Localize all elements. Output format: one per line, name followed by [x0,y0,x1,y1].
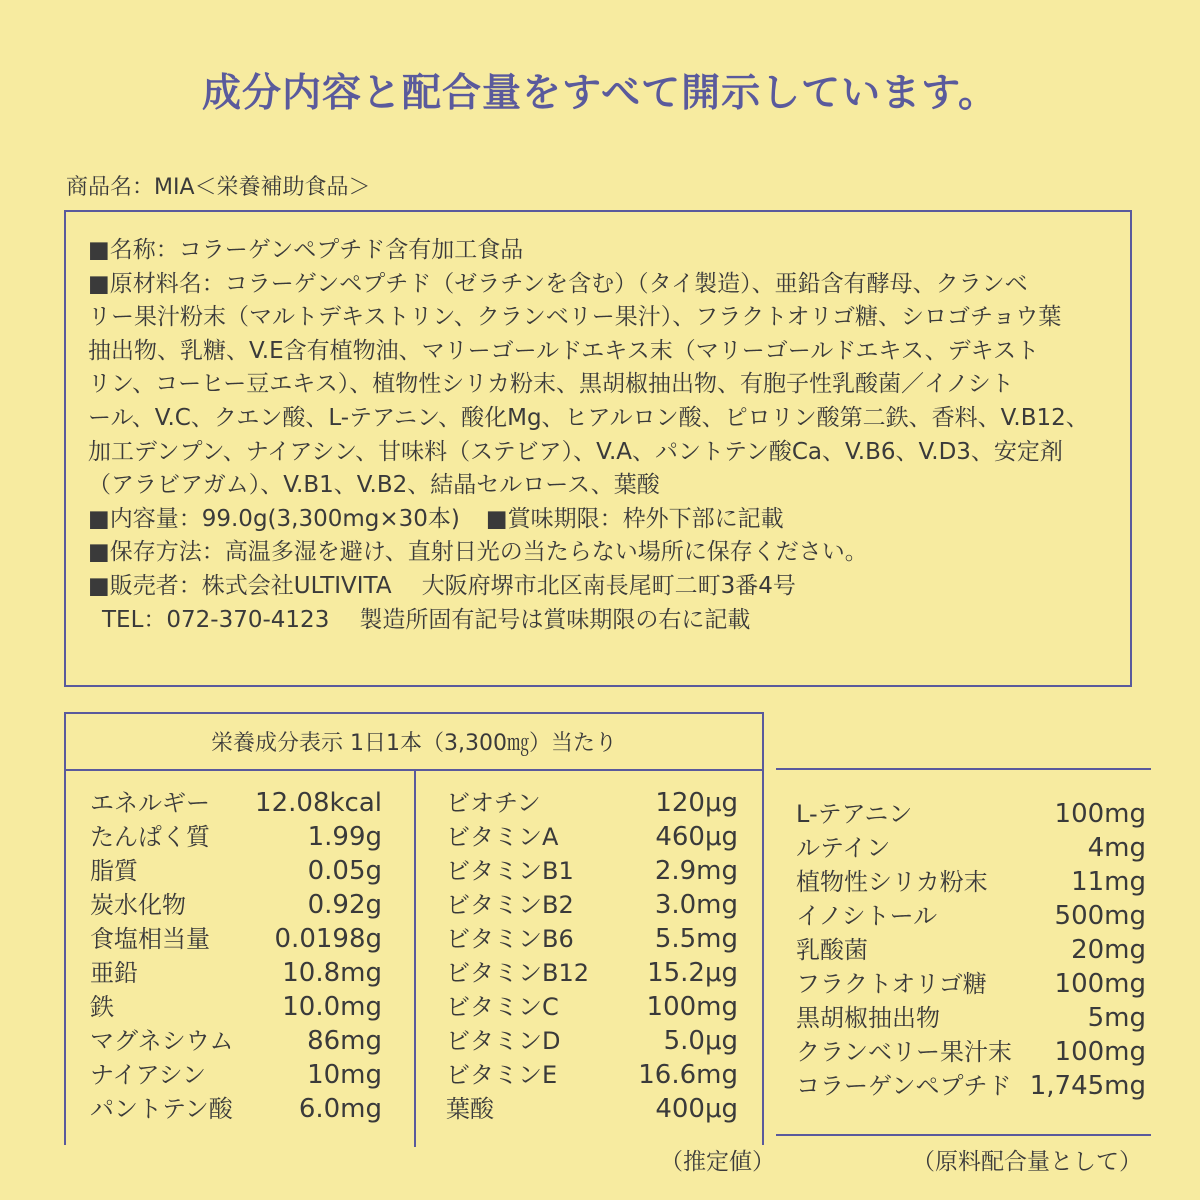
nutrient-value: 400μg [655,1094,738,1124]
nutrient-name: 食塩相当量 [90,925,210,953]
ingredient-amount: 4mg [1087,833,1146,863]
nutrient-name: ビタミンB2 [446,891,574,919]
estimate-note: （推定値） [660,1149,775,1175]
formulation-bottom-rule [776,1134,1151,1136]
content-amount: ■内容量：99.0g(3,300mg×30本) [88,505,460,532]
nutrient-name: 鉄 [90,993,114,1021]
spec-storage-line: ■保存方法：高温多湿を避け、直射日光の当たらない場所に保存ください。 [88,539,868,566]
formulation-row [796,967,1146,1001]
page-headline: 成分内容と配合量をすべて開示しています。 [201,71,999,116]
formulation-row [796,831,1146,865]
formulation-row [796,1035,1146,1069]
nutrition-row [90,922,382,956]
ingredient-name: 乳酸菌 [796,936,868,964]
formulation-row [796,933,1146,967]
nutrient-name: ビタミンB12 [446,959,590,987]
nutrient-name: ビオチン [446,789,541,817]
nutrient-value: 12.08kcal [255,788,382,818]
nutrient-value: 120μg [655,788,738,818]
seller: ■販売者：株式会社ULTIVITA [88,572,392,599]
ingredient-name: 黒胡椒抽出物 [796,1004,940,1032]
nutrient-value: 460μg [655,822,738,852]
nutrition-header: 栄養成分表示 1日1本（3,300㎎）当たり [66,714,762,771]
nutrient-name: ビタミンE [446,1061,558,1089]
nutrient-name: たんぱく質 [90,823,210,851]
ingredient-amount: 20mg [1071,935,1146,965]
nutrient-value: 15.2μg [647,958,738,988]
ingredient-amount: 1,745mg [1029,1071,1146,1101]
nutrient-name: マグネシウム [90,1027,234,1055]
nutrient-value: 6.0mg [298,1094,382,1124]
ingredient-amount: 100mg [1054,1037,1146,1067]
nutrient-value: 10.0mg [282,992,382,1022]
nutrient-name: ビタミンC [446,993,559,1021]
nutrient-name: 葉酸 [446,1095,494,1123]
nutrition-row [90,1092,382,1126]
nutrient-value: 100mg [646,992,738,1022]
product-name: 商品名：MIA＜栄養補助食品＞ [66,175,371,200]
spec-ingredients-line: リー果汁粉末（マルトデキストリン、クランベリー果汁）、フラクトオリゴ糖、シロゴチョウ葉 [88,304,1062,331]
nutrient-name: エネルギー [90,789,210,817]
nutrient-name: ビタミンA [446,823,559,851]
nutrient-value: 3.0mg [654,890,738,920]
formulation-row [796,797,1146,831]
seller-address: 大阪府堺市北区南長尾町二町3番4号 [421,572,796,599]
formulation-list [796,797,1146,1103]
nutrition-row [90,956,382,990]
spec-seller-line [88,570,1112,604]
nutrition-row [446,1058,738,1092]
ingredient-name: クランベリー果汁末 [796,1038,1012,1066]
nutrition-row [90,820,382,854]
nutrition-row [446,956,738,990]
ingredient-name: イノシトール [796,902,938,930]
ingredient-name: コラーゲンペプチド [796,1072,1012,1100]
nutrition-row [90,1024,382,1058]
ingredient-amount: 100mg [1054,969,1146,999]
nutrition-table [64,712,764,1145]
nutrient-name: パントテン酸 [90,1095,233,1123]
tel: TEL：072-370-4123 [102,606,330,633]
ingredient-amount: 11mg [1071,867,1146,897]
nutrient-value: 86mg [307,1026,382,1056]
ingredient-amount: 500mg [1054,901,1146,931]
spec-ingredients-line: （アラビアガム）、V.B1、V.B2、結晶セルロース、葉酸 [88,472,660,499]
spec-tel-line [88,604,1112,638]
ingredient-name: ルテイン [796,834,891,862]
formulation-top-rule [776,768,1151,770]
ingredient-amount: 100mg [1054,799,1146,829]
ingredient-name: L-テアニン [796,800,913,828]
formulation-row [796,1069,1146,1103]
nutrient-name: ビタミンD [446,1027,561,1055]
nutrition-row [446,854,738,888]
formulation-row [796,1001,1146,1035]
spec-ingredients-line: リン、コーヒー豆エキス）、植物性シリカ粉末、黒胡椒抽出物、有胞子性乳酸菌／イノシト [88,371,1014,398]
ingredient-name: フラクトオリゴ糖 [796,970,987,998]
nutrient-value: 5.0μg [663,1026,738,1056]
nutrition-row [446,786,738,820]
formulation-note: （原料配合量として） [912,1149,1142,1175]
specification-box [64,210,1132,687]
nutrient-value: 10.8mg [282,958,382,988]
manufacturer-note: 製造所固有記号は賞味期限の右に記載 [359,606,751,633]
nutrient-value: 5.5mg [654,924,738,954]
nutrition-row [90,990,382,1024]
nutrition-column-left [90,786,382,1126]
nutrition-divider [414,771,416,1147]
nutrient-value: 1.99g [307,822,382,852]
spec-ingredients-line: ■原材料名：コラーゲンペプチド（ゼラチンを含む）（タイ製造）、亜鉛含有酵母、クランベ [88,270,1028,297]
spec-ingredients-line: 加工デンプン、ナイアシン、甘味料（ステビア）、V.A、パントテン酸Ca、V.B6、V.D3、安定剤 [88,438,1063,465]
nutrient-value: 0.92g [307,890,382,920]
spec-ingredients-line: 抽出物、乳糖、V.E含有植物油、マリーゴールドエキス末（マリーゴールドエキス、デキスト [88,337,1040,364]
nutrition-row [90,854,382,888]
formulation-row [796,899,1146,933]
nutrition-row [446,1092,738,1126]
nutrition-row [446,990,738,1024]
spec-ingredients-line: ール、V.C、クエン酸、L-テアニン、酸化Mg、ヒアルロン酸、ピロリン酸第二鉄、香料、V.B12、 [88,404,1089,431]
nutrient-name: 脂質 [90,857,138,885]
nutrient-value: 10mg [307,1060,382,1090]
nutrition-row [446,922,738,956]
nutrition-row [446,888,738,922]
nutrient-value: 0.05g [307,856,382,886]
nutrition-row [90,888,382,922]
spec-name-line: ■名称：コラーゲンペプチド含有加工食品 [88,237,524,263]
nutrient-name: ビタミンB6 [446,925,574,953]
nutrition-row [446,820,738,854]
nutrient-name: 炭水化物 [90,891,186,919]
nutrition-column-middle [446,786,738,1126]
nutrient-name: ナイアシン [90,1061,207,1089]
nutrient-value: 16.6mg [638,1060,738,1090]
nutrition-row [446,1024,738,1058]
nutrient-value: 2.9mg [654,856,738,886]
ingredient-amount: 5mg [1087,1003,1146,1033]
nutrition-row [90,786,382,820]
nutrient-name: 亜鉛 [90,959,138,987]
nutrient-name: ビタミンB1 [446,857,574,885]
nutrition-row [90,1058,382,1092]
spec-amount-line [88,503,1112,537]
formulation-row [796,865,1146,899]
ingredient-name: 植物性シリカ粉末 [796,868,988,896]
nutrient-value: 0.0198g [274,924,382,954]
best-before: ■賞味期限：枠外下部に記載 [485,505,784,532]
